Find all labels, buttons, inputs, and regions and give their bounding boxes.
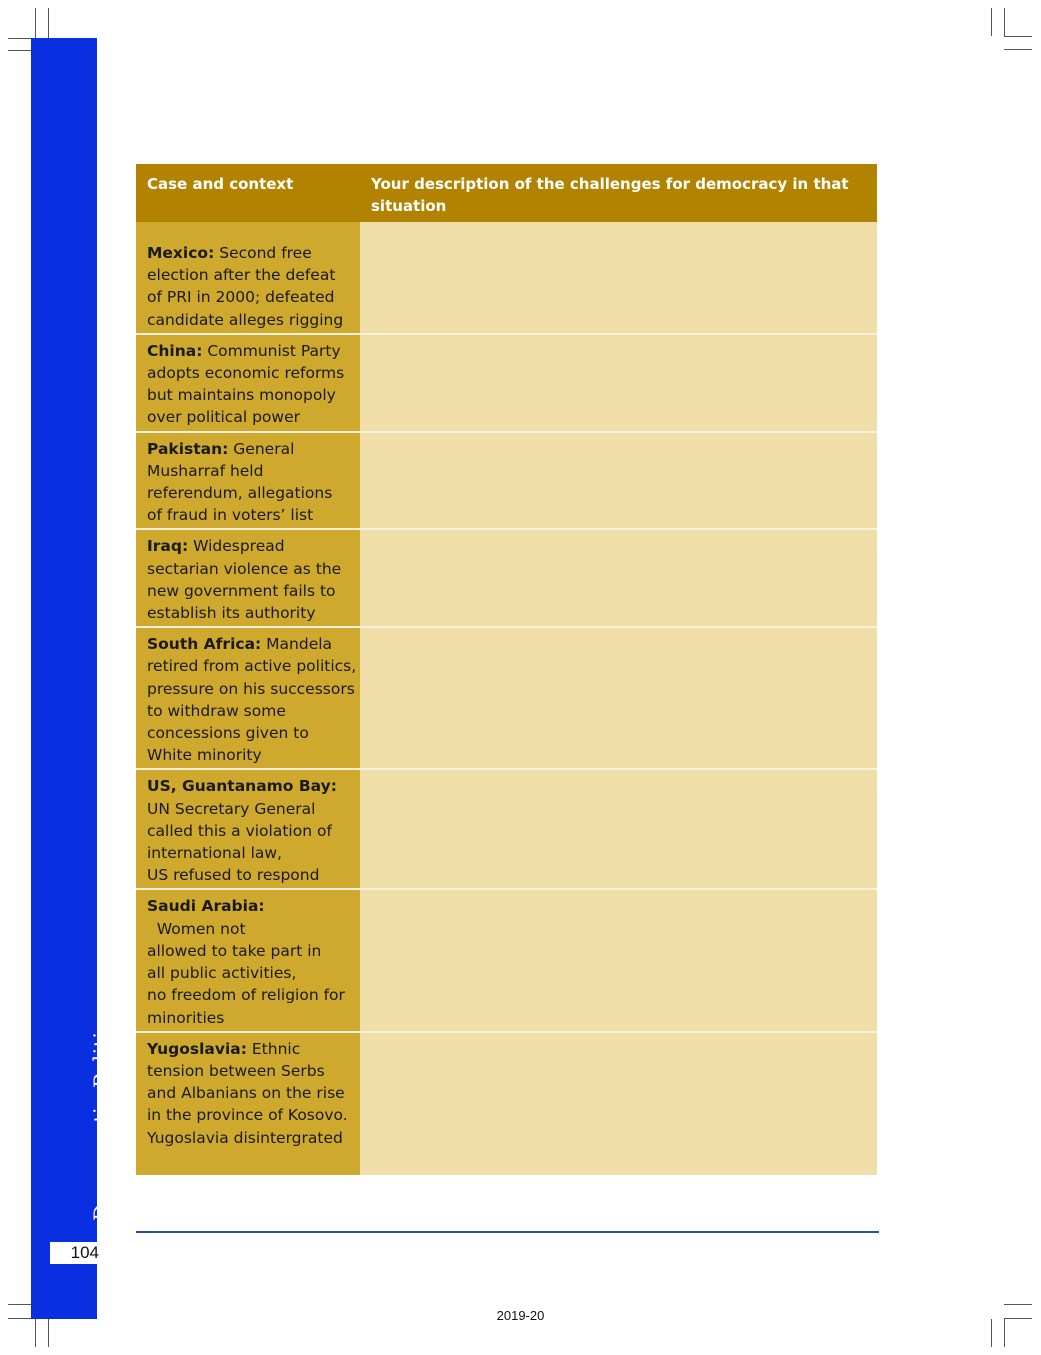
case-label: US, Guantanamo Bay: xyxy=(147,777,337,796)
description-cell[interactable] xyxy=(360,1032,877,1175)
table-row xyxy=(136,222,877,334)
case-text-line: Musharraf held xyxy=(147,461,264,480)
case-text-line: Widespread xyxy=(188,537,285,556)
case-label: China: xyxy=(147,341,203,360)
case-text-line: election after the defeat xyxy=(147,266,336,285)
case-text-line: but maintains monopoly xyxy=(147,386,336,405)
case-text-line: of PRI in 2000; defeated xyxy=(147,288,335,307)
case-text-line: and Albanians on the rise xyxy=(147,1084,345,1103)
case-text-line: of fraud in voters’ list xyxy=(147,506,314,525)
case-text-line: establish its authority xyxy=(147,604,316,623)
case-cell xyxy=(136,769,360,889)
case-text-line: over political power xyxy=(147,408,300,427)
case-text-line: minorities xyxy=(147,1008,225,1027)
description-cell[interactable] xyxy=(360,334,877,432)
case-text-line: adopts economic reforms xyxy=(147,364,345,383)
case-text-line: candidate alleges rigging xyxy=(147,310,344,329)
footer-year: 2019-20 xyxy=(496,1308,545,1323)
case-label: Iraq: xyxy=(147,537,189,556)
table-row xyxy=(136,334,877,432)
header-case-context: Case and context xyxy=(136,164,360,222)
case-text-line: Ethnic xyxy=(246,1039,301,1058)
case-text-line: referendum, allegations xyxy=(147,484,333,503)
case-cell xyxy=(136,432,360,530)
case-text-line: all public activities, xyxy=(147,964,297,983)
case-cell xyxy=(136,334,360,432)
description-cell[interactable] xyxy=(360,432,877,530)
case-text-line: Communist Party xyxy=(202,341,341,360)
case-text-line: in the province of Kosovo. xyxy=(147,1106,348,1125)
table-row xyxy=(136,529,877,627)
challenges-table xyxy=(136,164,877,1175)
case-text-line: retired from active politics, xyxy=(147,657,357,676)
case-cell xyxy=(136,222,360,334)
case-label: Saudi Arabia: xyxy=(147,897,265,916)
description-cell[interactable] xyxy=(360,769,877,889)
crop-mark xyxy=(1004,49,1032,50)
case-text-line: US refused to respond xyxy=(147,866,320,885)
crop-mark xyxy=(48,8,49,40)
case-text-line: no freedom of religion for xyxy=(147,986,345,1005)
crop-mark xyxy=(1004,1319,1005,1347)
book-title: Democratic Politics xyxy=(90,1008,114,1221)
case-text-line: new government fails to xyxy=(147,581,336,600)
case-text-line: allowed to take part in xyxy=(147,941,322,960)
table-row xyxy=(136,432,877,530)
case-text-line: international law, xyxy=(147,844,282,863)
case-label: Yugoslavia: xyxy=(147,1039,247,1058)
case-text-line: called this a violation of xyxy=(147,821,332,840)
crop-mark xyxy=(1004,1304,1032,1305)
case-text-line: Yugoslavia disintergrated xyxy=(147,1128,343,1147)
table-header-row xyxy=(136,164,877,222)
crop-mark xyxy=(35,1319,36,1347)
case-text-line: Mandela xyxy=(261,635,333,654)
page-number-box xyxy=(50,1242,103,1264)
table-row xyxy=(136,889,877,1031)
table-row xyxy=(136,627,877,769)
crop-mark xyxy=(991,8,992,36)
header-description: Your description of the challenges for democracy in that situation xyxy=(360,164,877,222)
description-cell[interactable] xyxy=(360,889,877,1031)
crop-mark xyxy=(1004,8,1005,36)
case-text-line: Second free xyxy=(214,244,312,262)
crop-mark xyxy=(991,1319,992,1347)
case-cell xyxy=(136,529,360,627)
description-cell[interactable] xyxy=(360,627,877,769)
case-text-line: Women not xyxy=(147,919,246,938)
case-text-line: concessions given to xyxy=(147,724,309,743)
case-text-line: tension between Serbs xyxy=(147,1061,325,1080)
table-row xyxy=(136,769,877,889)
case-text-line: General xyxy=(228,439,295,458)
case-text-line: to withdraw some xyxy=(147,701,286,720)
table-body xyxy=(136,222,877,1175)
crop-mark xyxy=(1004,36,1032,37)
bottom-rule xyxy=(136,1231,879,1233)
case-cell xyxy=(136,627,360,769)
crop-mark xyxy=(48,1319,49,1347)
crop-mark xyxy=(35,8,36,40)
case-cell xyxy=(136,889,360,1031)
case-cell xyxy=(136,1032,360,1175)
table-row xyxy=(136,1032,877,1175)
case-label: South Africa: xyxy=(147,635,262,654)
description-cell[interactable] xyxy=(360,222,877,334)
case-label: Pakistan: xyxy=(147,439,229,458)
description-cell[interactable] xyxy=(360,529,877,627)
case-label: Mexico: xyxy=(147,244,215,262)
sidebar-band xyxy=(31,38,97,1319)
case-text-line: UN Secretary General xyxy=(147,799,316,818)
case-text-line: White minority xyxy=(147,746,262,765)
case-text-line: sectarian violence as the xyxy=(147,559,342,578)
case-text-line: pressure on his successors xyxy=(147,679,355,698)
page-number: 104 xyxy=(70,1243,99,1262)
